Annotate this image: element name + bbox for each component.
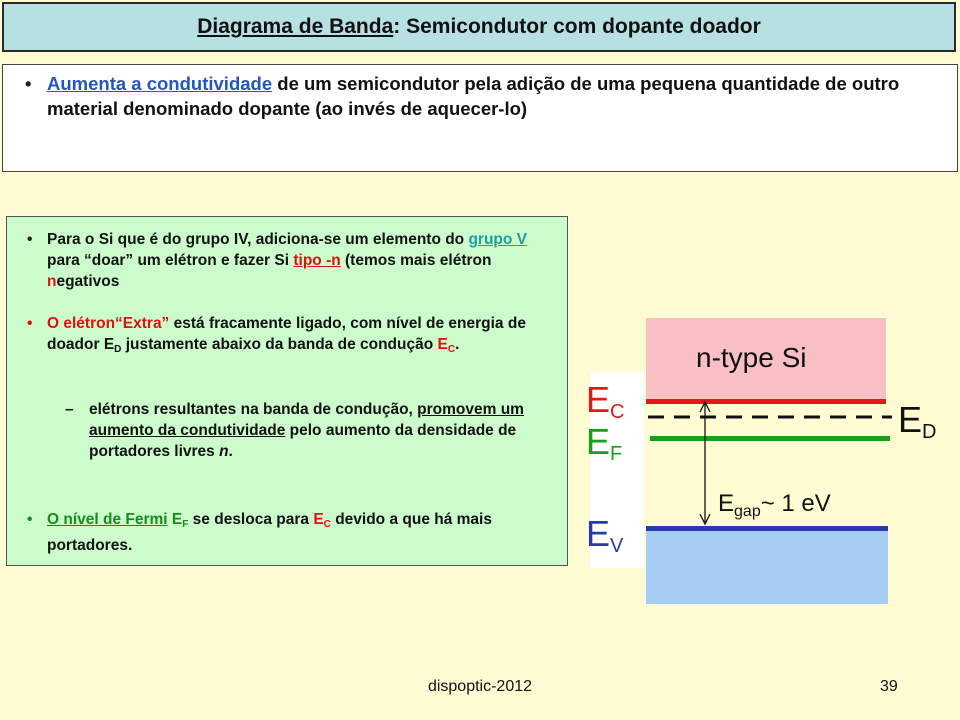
page-number: 39 — [880, 678, 898, 695]
b2-text-2: justamente abaixo da banda de condução — [121, 336, 438, 353]
b2-sub-c: C — [447, 344, 456, 355]
egap-letter: E — [718, 490, 735, 517]
b3-underlined: promovem um aumento da condutividade — [89, 401, 524, 439]
grupo-v-link[interactable]: grupo V — [468, 231, 528, 248]
b4-sub-c: C — [323, 519, 331, 530]
ec-label — [586, 379, 625, 423]
bullet-4 — [47, 509, 557, 556]
bullet-2 — [47, 313, 557, 360]
fermi-link[interactable]: O nível de Fermi — [47, 511, 168, 528]
ev-sub: V — [610, 535, 624, 557]
slide-title — [2, 2, 956, 52]
b2-ec: E — [437, 336, 448, 353]
b3-n: n — [219, 443, 229, 460]
tipo-n-link[interactable]: tipo -n — [293, 252, 341, 269]
bullet-icon: • — [25, 73, 32, 94]
ed-sub: D — [922, 421, 937, 443]
dash-icon: – — [65, 401, 74, 418]
b1-text-3: (temos mais elétron — [340, 252, 492, 269]
egap-label — [718, 490, 831, 521]
title-rest: : Semicondutor com dopante doador — [393, 15, 761, 38]
b2-extra: O elétron“Extra” — [47, 315, 170, 332]
ef-sub: F — [610, 443, 623, 465]
bullet-icon: • — [27, 315, 33, 332]
egap-sub: gap — [734, 503, 761, 520]
ec-sub: C — [610, 401, 625, 423]
ec-letter: E — [586, 379, 611, 420]
valence-band — [646, 530, 888, 604]
footer-label: dispoptic-2012 — [427, 678, 533, 695]
b4-ef: E — [167, 511, 183, 528]
intro-text: de um semicondutor pela adição de uma pequena quantidade de outro material denominado dopante (ao invés de aquecer-lo) — [47, 73, 900, 119]
ef-label — [586, 421, 623, 465]
b4-ec: E — [313, 511, 324, 528]
b4-text: se desloca para — [188, 511, 314, 528]
b1-n: n — [47, 273, 57, 290]
bullet-icon: • — [27, 231, 33, 248]
bullet-1 — [47, 229, 557, 292]
intro-link[interactable]: Aumenta a condutividade — [47, 73, 273, 94]
b3-text: elétrons resultantes na banda de condução, — [89, 401, 418, 418]
b2-dot: . — [455, 336, 460, 353]
b1-text: Para o Si que é do grupo IV, adiciona-se um elemento do — [47, 231, 469, 248]
ev-label — [586, 513, 624, 557]
ef-letter: E — [586, 421, 611, 462]
intro-box — [2, 64, 958, 172]
b4-sub-f: F — [182, 519, 189, 530]
b1-text-4: egativos — [56, 273, 120, 290]
b3-dot: . — [228, 443, 233, 460]
material-label: n-type Si — [696, 342, 807, 373]
ev-letter: E — [586, 513, 611, 554]
egap-value: ~ 1 eV — [760, 490, 831, 517]
b2-text: está fracamente ligado, com nível de energia de doador E — [47, 315, 526, 353]
bullets-box — [6, 216, 568, 566]
sub-bullet — [89, 399, 549, 462]
b1-text-2: para “doar” um elétron e fazer Si — [47, 252, 294, 269]
title-underlined: Diagrama de Banda — [197, 15, 394, 38]
b3-text-2: pelo aumento da densidade de portadores livres — [89, 422, 517, 460]
b2-sub-d: D — [114, 344, 122, 355]
bullet-icon: • — [27, 511, 33, 528]
b4-text-2: devido a que há mais portadores. — [47, 511, 492, 554]
ed-letter: E — [898, 399, 923, 440]
ed-label — [898, 399, 937, 443]
